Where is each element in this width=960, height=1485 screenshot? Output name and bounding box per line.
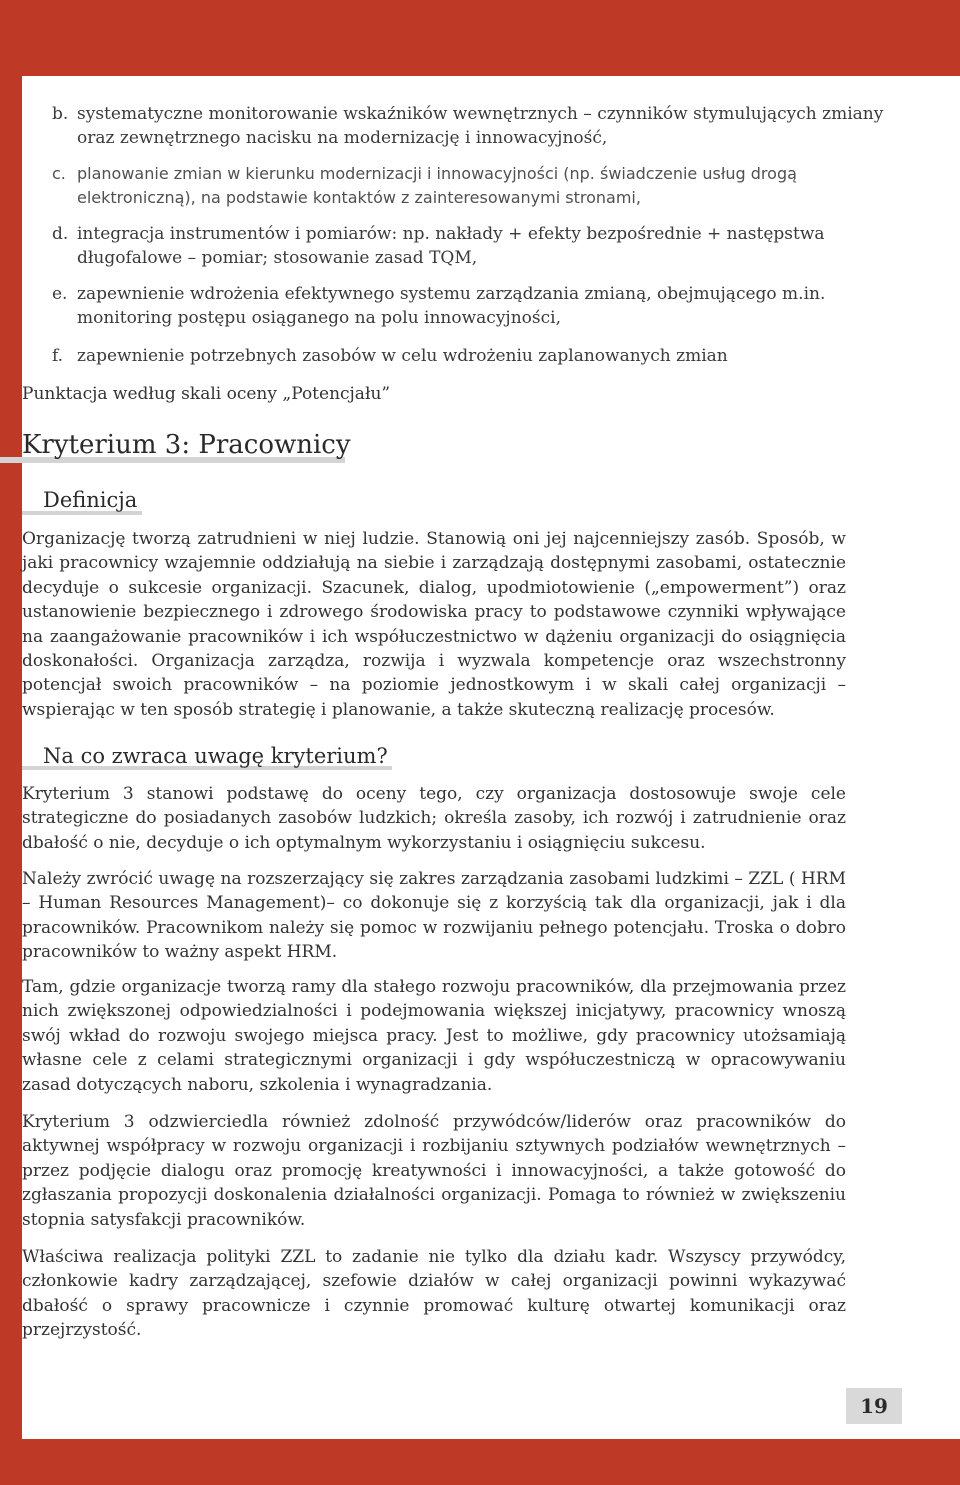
list-item <box>52 222 907 270</box>
list-item <box>52 102 907 150</box>
list-item-text: zapewnienie wdrożenia efektywnego systemu zarządzania zmianą, obejmującego m.in. monitoring postępu osiąganego na polu innowacyjności, <box>77 284 826 328</box>
left-red-band <box>0 76 22 1485</box>
paragraph: Należy zwrócić uwagę na rozszerzający się zakres zarządzania zasobami ludzkimi – ZZL ( HRM – Human Resources Management)– co dokonuje się z korzyścią tak dla organizacji, jak i dla pracowników. Pracownikom należy się pomoc w rozwijaniu pełnego potencjału. Troska o dobro pracowników to ważny aspekt HRM. <box>22 869 846 963</box>
list-item-text: zapewnienie potrzebnych zasobów w celu wdrożeniu zaplanowanych zmian <box>77 346 728 366</box>
list-marker: d. <box>52 224 69 244</box>
list-marker: c. <box>52 164 66 183</box>
list-item <box>52 282 907 330</box>
section-title: Kryterium 3: Pracownicy <box>22 430 351 460</box>
paragraph: Kryterium 3 odzwierciedla również zdolność przywódców/liderów oraz pracowników do aktywnej współpracy w rozwoju organizacji i rozbijaniu sztywnych podziałów wewnętrznych – przez podjęcie dialogu oraz promocję kreatywności i innowacyjności, a także gotowość do zgłaszania propozycji doskonalenia działalności organizacji. Pomaga to również w zwiększeniu stopnia satysfakcji pracowników. <box>22 1112 846 1230</box>
focus-heading: Na co zwraca uwagę kryterium? <box>43 744 388 768</box>
list-item-text: systematyczne monitorowanie wskaźników wewnętrznych – czynników stymulujących zmiany oraz zewnętrznego nacisku na modernizację i innowacyjność, <box>77 104 884 148</box>
definition-text: Organizację tworzą zatrudnieni w niej ludzie. Stanowią oni jej najcenniejszy zasób. Sposób, w jaki pracownicy wzajemnie oddziałują na siebie i zarządzają dostępnymi zasobami, ostatecznie decyduje o sukcesie organizacji. Szacunek, dialog, upodmiotowienie („empowerment”) oraz ustanowienie bezpiecznego i zdrowego środowiska pracy to podstawowe czynniki wpływające na zaangażowanie pracowników i ich współuczestnictwo w dążeniu organizacji do osiągnięcia doskonałości. Organizacja zarządza, rozwija i wyzwala kompetencje oraz wszechstronny potencjał swoich pracowników – na poziomie jednostkowym i w skali całej organizacji – wspierając w ten sposób strategię i planowanie, a także skuteczną realizację procesów. <box>22 529 846 720</box>
definition-heading: Definicja <box>43 488 138 512</box>
paragraph: Tam, gdzie organizacje tworzą ramy dla stałego rozwoju pracowników, dla przejmowania przez nich zwiększonej odpowiedzialności i podejmowania większej inicjatywy, pracownicy wnoszą swój wkład do rozwoju swojego miejsca pracy. Jest to możliwe, gdy pracownicy utożsamiają własne cele z celami strategicznymi organizacji i gdy współuczestniczą w opracowywaniu zasad dotyczących naboru, szkolenia i wynagradzania. <box>22 977 846 1095</box>
list-marker: e. <box>52 284 68 304</box>
list-item-text: integracja instrumentów i pomiarów: np. nakłady + efekty bezpośrednie + następstwa długofalowe – pomiar; stosowanie zasad TQM, <box>77 224 825 268</box>
list-marker: b. <box>52 104 69 124</box>
top-red-band <box>0 0 960 76</box>
list-marker: f. <box>52 346 64 366</box>
scoring-line: Punktacja według skali oceny „Potencjału” <box>22 384 391 404</box>
list-item-text: planowanie zmian w kierunku modernizacji i innowacyjności (np. świadczenie usług drogą elektroniczną), na podstawie kontaktów z zainteresowanymi stronami, <box>77 164 797 207</box>
page-number: 19 <box>860 1394 888 1418</box>
list-item <box>52 344 907 368</box>
paragraph: Właściwa realizacja polityki ZZL to zadanie nie tylko dla działu kadr. Wszyscy przywódcy, członkowie kadry zarządzającej, szefowie działów w całej organizacji powinni wykazywać dbałość o sprawy pracownicze i czynnie promować kulturę otwartej komunikacji oraz przejrzystość. <box>22 1247 846 1341</box>
page-content <box>22 76 960 1439</box>
bottom-red-band <box>22 1439 960 1485</box>
list-item <box>52 162 907 210</box>
paragraph: Kryterium 3 stanowi podstawę do oceny tego, czy organizacja dostosowuje swoje cele strategiczne do posiadanych zasobów ludzkich; określa zasoby, ich rozwój i zatrudnienie oraz dbałość o nie, decyduje o ich optymalnym wykorzystaniu i osiągnięciu sukcesu. <box>22 784 846 853</box>
